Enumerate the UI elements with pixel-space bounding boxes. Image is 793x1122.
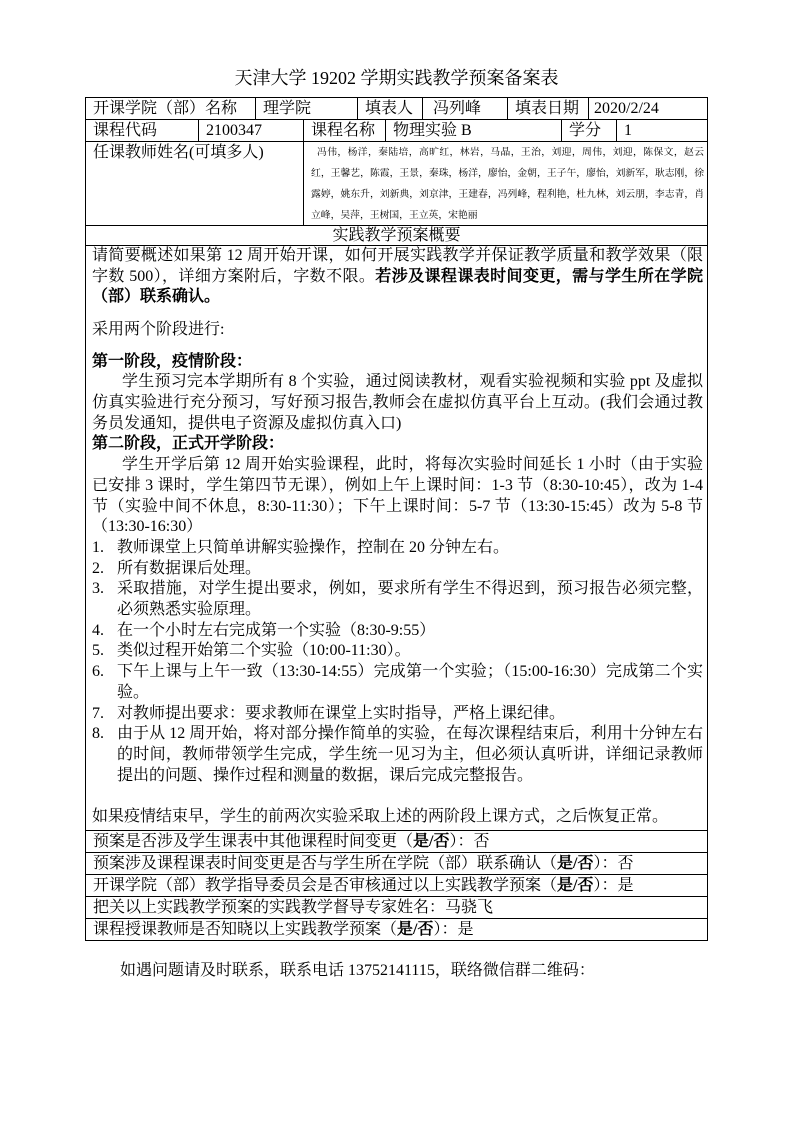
list-item xyxy=(92,559,703,580)
row-teachers xyxy=(86,142,708,226)
filing-form-table xyxy=(85,97,708,941)
row-college-info xyxy=(86,98,708,120)
list-text: 类似过程开始第二个实验（10:00-11:30）。 xyxy=(117,642,411,660)
row-summary-content xyxy=(86,246,708,831)
phase1-title xyxy=(92,352,703,373)
summary-intro xyxy=(92,246,703,308)
list-text: 在一个小时左右完成第一个实验（8:30-9:55） xyxy=(117,621,436,639)
teachers-list: 冯伟，杨洋，秦陆培，高旷红，林岩，马晶，王治，刘迎，周伟，刘迎，陈保文，赵云红，王馨艺，陈霞，王景，秦珠，杨洋，廖怡，金朝，王子午，廖怡，刘新军，耿志刚，徐露婷，姚东升，刘新典，刘京津，王建春，冯列峰，程利艳，杜九林，刘云朋，李志青，肖立峰，吴萍，王树国，王立英，宋艳丽 xyxy=(304,142,708,225)
list-number: 4. xyxy=(92,621,104,639)
row-question-schedule-change xyxy=(86,831,708,853)
question-text: 课程授课教师是否知晓以上实践教学预案（ xyxy=(93,921,398,938)
question-options: 是/否 xyxy=(557,877,594,894)
list-item xyxy=(92,704,703,725)
intro-text: 请简要概述如果第 12 周开始开课，如何开展实践教学并保证教学质量和教学效果（限字数 500），详细方案附后，字数不限。 xyxy=(92,247,703,285)
question-answer: 是 xyxy=(457,921,474,938)
list-text: 下午上课与上午一致（13:30-14:55）完成第一个实验；（15:00-16:30）完成第二个实验。 xyxy=(117,663,703,701)
list-number: 6. xyxy=(92,663,104,681)
date-label: 填表日期 xyxy=(508,98,589,119)
contact-note: 如遇问题请及时联系，联系电话 13752141115，联络微信群二维码： xyxy=(120,962,595,979)
question-text: 预案涉及课程课表时间变更是否与学生所在学院（部）联系确认（ xyxy=(93,855,558,872)
list-item xyxy=(92,724,703,786)
form-wrapper xyxy=(85,97,708,982)
phase1-title-text: 第一阶段，疫情阶段： xyxy=(92,352,253,370)
row-question-college-confirm xyxy=(86,853,708,875)
course-name-value: 物理实验 B xyxy=(386,120,562,141)
list-text: 教师课堂上只简单讲解实验操作，控制在 20 分钟左右。 xyxy=(117,538,510,556)
question-cell xyxy=(86,831,708,852)
list-item xyxy=(92,621,703,642)
course-code-label: 课程代码 xyxy=(86,120,199,141)
question-options: 是/否 xyxy=(413,833,450,850)
list-number: 8. xyxy=(92,725,104,743)
list-number: 5. xyxy=(92,642,104,660)
list-number: 2. xyxy=(92,559,104,577)
intro-bold-text: 若涉及课程课表时间变更，需与学生所在学院（部）联系确认。 xyxy=(92,267,703,306)
list-number: 1. xyxy=(92,538,104,556)
list-text: 采取措施，对学生提出要求，例如，要求所有学生不得迟到，预习报告必须完整，必须熟悉实验原理。 xyxy=(117,580,703,619)
row-question-supervisor-name xyxy=(86,897,708,919)
question-text: 开课学院（部）教学指导委员会是否审核通过以上实践教学预案（ xyxy=(93,877,558,894)
phase2-title-text: 第二阶段，正式开学阶段： xyxy=(92,435,285,453)
course-code-value: 2100347 xyxy=(199,120,304,141)
question-answer: 否 xyxy=(473,833,490,850)
closing-text: 如果疫情结束早，学生的前两次实验采取上述的两阶段上课方式，之后恢复正常。 xyxy=(92,808,669,826)
credit-value: 1 xyxy=(617,120,708,141)
question-answer: 马骁飞 xyxy=(445,899,494,916)
list-text: 由于从 12 周开始，将对部分操作简单的实验，在每次课程结束后，利用十分钟左右的时间，教师带领学生完成，学生统一见习为主，但必须认真听讲，详细记录教师提出的问题、操作过程和测量的数据，课后完成完整报告。 xyxy=(117,725,703,784)
question-suffix: ）： xyxy=(593,877,618,894)
question-suffix: ）： xyxy=(593,855,618,872)
filler-label: 填表人 xyxy=(358,98,423,119)
question-answer: 否 xyxy=(617,855,634,872)
question-cell xyxy=(86,897,708,918)
question-suffix: ）： xyxy=(433,921,458,938)
row-question-teacher-aware xyxy=(86,919,708,941)
summary-heading: 实践教学预案概要 xyxy=(86,226,708,245)
list-text: 对教师提出要求：要求教师在课堂上实时指导，严格上课纪律。 xyxy=(117,704,566,722)
course-name-label: 课程名称 xyxy=(304,120,386,141)
list-text: 所有数据课后处理。 xyxy=(117,559,262,577)
date-value: 2020/2/24 xyxy=(589,98,708,119)
filler-value: 冯列峰 xyxy=(423,98,508,119)
list-item xyxy=(92,538,703,559)
list-item xyxy=(92,579,703,620)
college-value: 理学院 xyxy=(256,98,358,119)
phase2-text: 学生开学后第 12 周开始实验课程，此时，将每次实验时间延长 1 小时（由于实验已安排 3 课时，学生第四节无课），例如上午上课时间：1-3 节（8:30-10:45），改为 1-4 节（实验中间不休息，8:30-11:30）；下午上课时间：5-7 节（13:30-15:45）改为 5-8 节（13:30-16:30） xyxy=(92,456,703,536)
question-answer: 是 xyxy=(617,877,634,894)
list-number: 7. xyxy=(92,704,104,722)
question-cell xyxy=(86,919,708,940)
summary-content xyxy=(86,246,708,830)
question-cell xyxy=(86,875,708,896)
college-label: 开课学院（部）名称 xyxy=(86,98,256,119)
question-options: 是/否 xyxy=(397,921,434,938)
list-number: 3. xyxy=(92,580,104,598)
credit-label: 学分 xyxy=(562,120,617,141)
row-question-committee-approval xyxy=(86,875,708,897)
list-item xyxy=(92,662,703,703)
phase1-text: 学生预习完本学期所有 8 个实验，通过阅读教材，观看实验视频和实验 ppt 及虚拟仿真实验进行充分预习，写好预习报告,教师会在虚拟仿真平台上互动。(我们会通过教务员发通知，提供电子资源及虚拟仿真入口) xyxy=(92,373,703,432)
row-summary-heading xyxy=(86,226,708,246)
question-options: 是/否 xyxy=(557,855,594,872)
question-cell xyxy=(86,853,708,874)
row-course-info xyxy=(86,120,708,142)
phase2-title xyxy=(92,434,703,455)
question-text: 预案是否涉及学生课表中其他课程时间变更（ xyxy=(93,833,414,850)
teachers-label: 任课教师姓名(可填多人) xyxy=(86,142,304,225)
approach-text: 采用两个阶段进行: xyxy=(92,320,225,338)
question-text: 把关以上实践教学预案的实践教学督导专家姓名： xyxy=(93,899,446,916)
list-item xyxy=(92,641,703,662)
form-title: 天津大学 19202 学期实践教学预案备案表 xyxy=(234,68,559,88)
question-suffix: ）： xyxy=(449,833,474,850)
